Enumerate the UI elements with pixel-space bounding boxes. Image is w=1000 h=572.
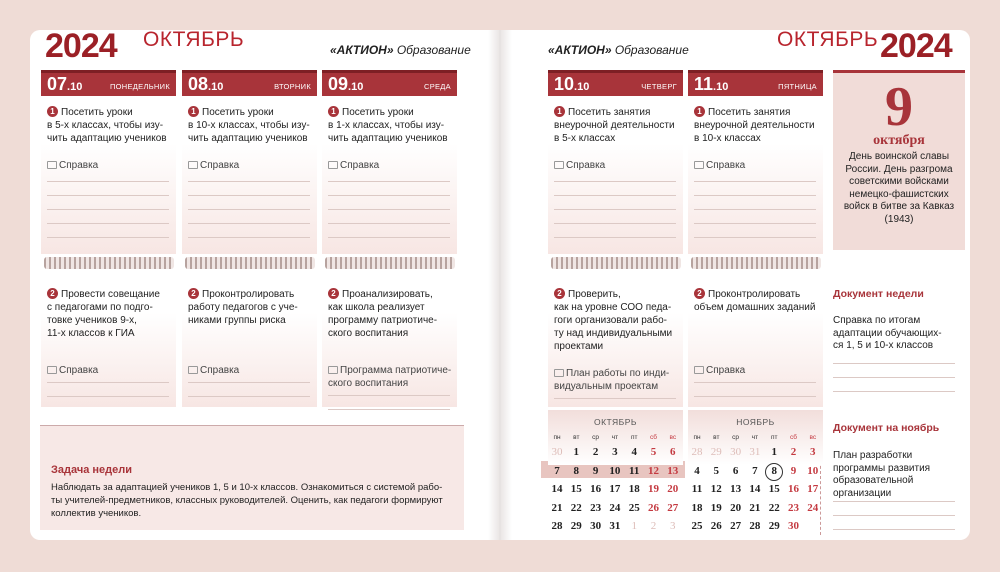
calendar-day: 5: [713, 464, 720, 477]
calendar-day: 23: [590, 501, 602, 514]
weekday-header: вс: [809, 434, 817, 441]
calendar-day: 27: [730, 520, 742, 532]
task-2: 2 Провести совещание с педагогами по подго- товке учеников 9-х, 11-х классов к ГИА: [47, 289, 160, 339]
calendar-day: 25: [691, 520, 703, 532]
document-icon: [328, 366, 338, 374]
weekday-header: пт: [770, 434, 778, 441]
calendar-day: 25: [628, 501, 640, 514]
day-number: 08.10: [188, 74, 224, 94]
spiral-binding: [44, 257, 174, 269]
day-card-bottom: [688, 272, 823, 407]
ref-2: Справка: [188, 364, 316, 377]
note-lines: [328, 168, 450, 238]
holiday-text: День воинской славы России. День разгрома советскими войсками немецко-фашистских войск в битве за Кавказ (1943): [843, 151, 955, 225]
weekday-header: ср: [732, 434, 740, 441]
spiral-binding: [325, 257, 455, 269]
day-header: [182, 70, 317, 96]
note-lines: [694, 168, 816, 238]
month-left: ОКТЯБРЬ: [143, 28, 245, 51]
day-header: [41, 70, 176, 96]
task-1: 1 Посетить уроки в 5-х классах, чтобы изу- чить адаптацию учеников: [47, 107, 167, 144]
ref-1: Справка: [554, 159, 682, 172]
day-number: 07.10: [47, 74, 83, 94]
weekday-header: пн: [693, 434, 701, 441]
spiral-binding: [551, 257, 681, 269]
weekday-label: ЧЕТВЕРГ: [641, 82, 677, 91]
day-card-bottom: [182, 272, 317, 407]
calendar-day: 2: [592, 446, 599, 458]
cal-title: НОЯБРЬ: [736, 417, 775, 427]
calendar-day: 14: [551, 483, 563, 495]
weekday-label: ВТОРНИК: [274, 82, 311, 91]
goal-text: Наблюдать за адаптацией учеников 1, 5 и 10-х классов. Ознакомиться с системой рабо- ты учителей-предметников, классных руководителей. Оценить, как педагоги формируют коллектив учеников.: [51, 482, 443, 519]
calendar-day: 18: [628, 483, 640, 495]
month-right: ОКТЯБРЬ: [777, 28, 879, 51]
holiday-month: октября: [873, 133, 925, 148]
task-number-icon: 1: [47, 106, 58, 117]
day-header: [322, 70, 457, 96]
calendar-day: 7: [554, 464, 560, 477]
calendar-day: 30: [590, 520, 602, 532]
weekday-label: ПЯТНИЦА: [778, 82, 817, 91]
calendar-day: 17: [807, 483, 819, 495]
calendar-day: 12: [648, 464, 659, 477]
ref-1: Справка: [328, 159, 456, 172]
brand-right: «АКТИОН» Образование: [548, 43, 689, 57]
task-2: 2 Проанализировать, как школа реализует программу патриотиче- ского воспитания: [328, 289, 438, 339]
task-number-icon: 1: [554, 106, 565, 117]
weekday-label: ПОНЕДЕЛЬНИК: [109, 82, 170, 91]
calendar-day: 3: [612, 446, 618, 458]
calendar-october: [548, 410, 683, 540]
calendar-day: 21: [551, 501, 563, 514]
calendar-day: 30: [730, 446, 742, 458]
calendar-day: 19: [648, 483, 659, 495]
ref-2: Справка: [47, 364, 175, 377]
goal-title: Задача недели: [51, 464, 133, 476]
calendar-day: 8: [765, 463, 783, 481]
calendar-day: 8: [573, 464, 580, 477]
task-1: 1 Посетить занятия внеурочной деятельности в 10-х классах: [694, 107, 815, 144]
calendar-day: 13: [667, 464, 679, 477]
doc-month-text: План разработки программы развития образовательной организации: [833, 450, 931, 499]
calendar-day: 29: [710, 446, 722, 458]
calendar-day: 29: [768, 520, 780, 532]
calendar-day: 18: [691, 501, 703, 514]
calendar-day: 3: [670, 520, 676, 532]
document-icon: [554, 369, 564, 377]
book-gutter: [488, 30, 512, 540]
calendar-day: 26: [710, 520, 722, 532]
weekday-header: пт: [630, 434, 638, 441]
calendar-day: 9: [592, 464, 599, 477]
ref-2: План работы по инди- видуальным проектам: [554, 368, 670, 392]
calendar-day: 16: [788, 483, 799, 495]
doc-week-text: Справка по итогам адаптации обучающих- ся 1, 5 и 10-х классов: [833, 315, 942, 351]
calendar-day: 15: [570, 483, 582, 495]
day-header: [688, 70, 823, 96]
calendar-day: 9: [790, 464, 797, 477]
calendar-day: 20: [730, 501, 742, 514]
calendar-day: 4: [631, 446, 637, 458]
task-number-icon: 2: [188, 288, 199, 299]
weekday-header: вт: [713, 434, 720, 441]
calendar-day: 13: [730, 483, 742, 495]
brand-left: «АКТИОН» Образование: [330, 43, 471, 57]
calendar-day: 27: [667, 501, 679, 514]
day-card-top: [322, 96, 457, 254]
note-lines: [47, 369, 169, 397]
calendar-day: 2: [790, 446, 797, 458]
calendar-day: 23: [788, 501, 799, 514]
task-number-icon: 2: [328, 288, 339, 299]
weekday-header: пн: [553, 434, 561, 441]
calendar-day: 10: [609, 464, 621, 477]
year-left: 2024: [45, 27, 117, 65]
task-1: 1 Посетить занятия внеурочной деятельности в 5-х классах: [554, 107, 675, 144]
task-1: 1 Посетить уроки в 10-х классах, чтобы изу- чить адаптацию учеников: [188, 107, 310, 144]
calendar-day: 20: [667, 483, 679, 495]
day-number: 09.10: [328, 74, 364, 94]
calendar-day: 1: [631, 520, 637, 532]
task-number-icon: 2: [554, 288, 565, 299]
ref-1: Справка: [188, 159, 316, 172]
weekday-header: ср: [592, 434, 600, 441]
calendar-day: 1: [771, 446, 777, 458]
ref-1: Справка: [694, 159, 822, 172]
year-right: 2024: [880, 27, 952, 65]
calendar-day: 12: [710, 483, 722, 495]
note-lines: [554, 168, 676, 238]
calendar-day: 24: [609, 501, 621, 514]
day-number: 11.10: [694, 74, 729, 94]
calendar-day: 30: [788, 520, 799, 532]
calendar-day: 1: [573, 446, 580, 458]
calendar-day: 28: [749, 520, 761, 532]
calendar-day: 30: [551, 446, 563, 458]
doc-week-lines: [833, 350, 955, 392]
weekday-label: СРЕДА: [423, 82, 451, 91]
calendar-day: 14: [749, 483, 761, 495]
calendar-day: 19: [710, 501, 722, 514]
calendar-day: 16: [590, 483, 602, 495]
day-number: 10.10: [554, 74, 590, 94]
calendar-day: 10: [807, 464, 819, 477]
spiral-binding: [691, 257, 821, 269]
day-card-bottom: [322, 272, 457, 407]
calendar-day: 22: [768, 501, 780, 514]
note-lines: [328, 382, 450, 410]
weekday-header: вт: [573, 434, 580, 441]
weekday-header: чт: [751, 434, 759, 441]
note-lines: [47, 168, 169, 238]
task-number-icon: 1: [694, 106, 705, 117]
task-2: 2 Проконтролировать работу педагогов с уче- никами группы риска: [188, 289, 298, 326]
day-card-top: [182, 96, 317, 254]
weekday-header: сб: [790, 434, 797, 441]
note-lines: [188, 168, 310, 238]
doc-week-title: Документ недели: [833, 288, 924, 300]
note-lines: [554, 385, 676, 413]
calendar-day: 5: [650, 446, 657, 458]
calendar-day: 6: [732, 464, 739, 477]
doc-month-lines: [833, 488, 955, 530]
calendar-day: 11: [691, 483, 703, 495]
calendar-day: 11: [628, 464, 640, 477]
calendar-day: 7: [752, 464, 758, 477]
holiday-day: 9: [885, 76, 913, 138]
note-lines: [188, 369, 310, 397]
calendar-day: 28: [551, 520, 563, 532]
task-1: 1 Посетить уроки в 1-х классах, чтобы изу- чить адаптацию учеников: [328, 107, 448, 144]
calendar-november: [688, 410, 823, 540]
task-number-icon: 2: [694, 288, 705, 299]
doc-month-title: Документ на ноябрь: [833, 422, 940, 434]
calendar-day: 6: [670, 446, 676, 458]
calendar-day: 3: [810, 446, 816, 458]
ref-1: Справка: [47, 159, 175, 172]
day-card-top: [688, 96, 823, 254]
calendar-day: 2: [650, 520, 657, 532]
day-card-bottom: [41, 272, 176, 407]
spiral-binding: [185, 257, 315, 269]
calendar-day: 4: [694, 464, 700, 477]
calendar-day: 29: [570, 520, 582, 532]
day-card-bottom: [548, 272, 683, 407]
cal-title: ОКТЯБРЬ: [593, 417, 638, 427]
day-header: [548, 70, 683, 96]
calendar-day: 22: [570, 501, 582, 514]
calendar-day: 24: [807, 501, 819, 514]
holiday-card: [833, 70, 965, 250]
ref-2: Программа патриотиче- ского воспитания: [328, 365, 452, 389]
task-number-icon: 2: [47, 288, 58, 299]
day-card-top: [41, 96, 176, 254]
calendar-day: 21: [749, 501, 761, 514]
task-2: 2 Проверить, как на уровне СОО педа- гоги организовали рабо- ту над индивидуальными проектами: [554, 289, 673, 352]
weekday-header: вс: [669, 434, 677, 441]
weekday-header: чт: [611, 434, 619, 441]
calendar-day: 15: [768, 483, 780, 495]
calendar-day: 31: [749, 446, 761, 458]
calendar-day: 17: [609, 483, 621, 495]
weekday-header: сб: [650, 434, 657, 441]
day-card-top: [548, 96, 683, 254]
task-number-icon: 1: [328, 106, 339, 117]
calendar-day: 26: [648, 501, 659, 514]
calendar-day: 28: [691, 446, 703, 458]
calendar-day: 31: [609, 520, 621, 532]
task-number-icon: 1: [188, 106, 199, 117]
ref-2: Справка: [694, 364, 822, 377]
note-lines: [694, 369, 816, 397]
goal-of-week: [40, 425, 464, 530]
task-2: 2 Проконтролировать объем домашних заданий: [694, 289, 816, 313]
